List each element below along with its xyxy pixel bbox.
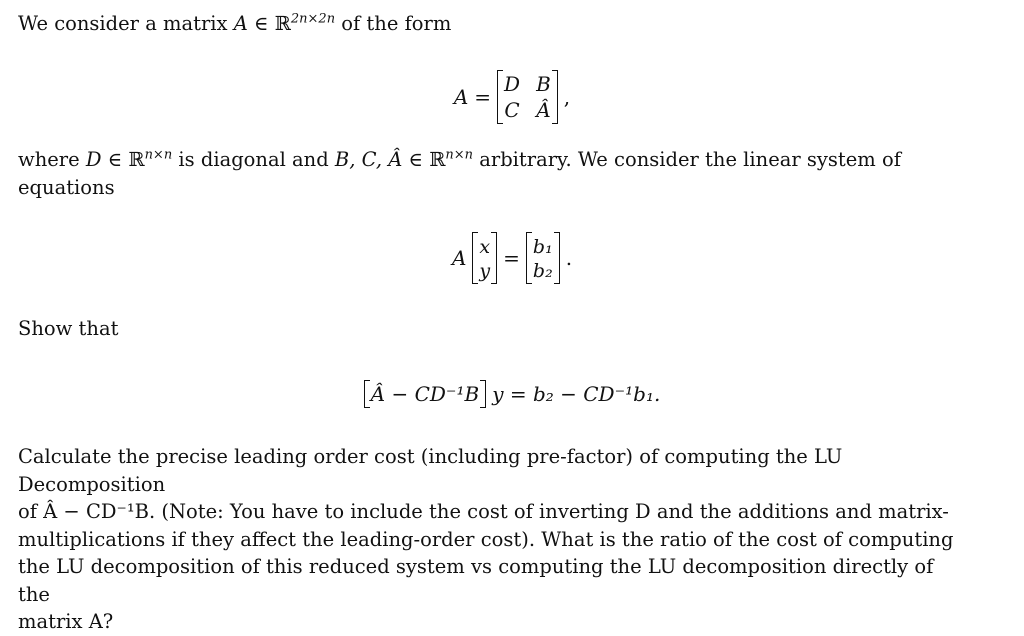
schur-inner: Â − CD⁻¹B xyxy=(370,382,480,406)
show-that xyxy=(18,315,960,343)
matrix-entry-12: B xyxy=(536,72,551,96)
eq2-equals: = xyxy=(503,246,520,270)
where-R: ℝ xyxy=(128,148,145,171)
unknown-vector xyxy=(472,232,497,284)
where-p2: is diagonal and xyxy=(178,148,329,171)
vector-b2: b₂ xyxy=(532,260,553,282)
where-R-2: ℝ xyxy=(429,148,446,171)
where-p1: where xyxy=(18,148,80,171)
where-dim-2: n×n xyxy=(445,147,474,163)
equation-block-matrix xyxy=(0,70,1024,124)
equation-linear-system xyxy=(0,232,1024,284)
intro-reals-symbol: ℝ xyxy=(274,12,291,35)
intro-dimension: 2n×2n xyxy=(290,11,336,27)
question-line-3: multiplications if they affect the leading-order cost). What is the ratio of the cost of computing xyxy=(18,527,954,551)
question-line-2: of Â − CD⁻¹B. (Note: You have to include the cost of inverting D and the additions and matrix- xyxy=(18,500,949,523)
eq2-trailing-period: . xyxy=(565,246,573,270)
question-line-4: the LU decomposition of this reduced system vs computing the LU decomposition directly of the xyxy=(18,555,934,606)
where-vars: B, C, Â xyxy=(334,148,403,171)
intro-text: We consider a matrix xyxy=(18,12,228,35)
where-p4: equations xyxy=(18,175,115,199)
where-p3: arbitrary. We consider the linear system of xyxy=(479,148,901,171)
where-in: ∈ xyxy=(107,148,123,171)
show-text: Show that xyxy=(18,317,119,340)
vector-x: x xyxy=(479,236,491,258)
matrix-entry-21: C xyxy=(504,98,520,122)
vector-y: y xyxy=(479,260,491,282)
matrix-entry-11: D xyxy=(504,72,521,96)
eq2-A: A xyxy=(451,246,467,270)
block-matrix xyxy=(497,70,558,124)
where-dim: n×n xyxy=(144,147,173,163)
intro-line xyxy=(18,10,960,38)
intro-matrix-symbol: A xyxy=(233,12,248,35)
intro-in-symbol: ∈ xyxy=(254,12,269,35)
matrix-entry-22: Â xyxy=(536,98,551,122)
eq1-equals: = xyxy=(474,85,492,109)
intro-tail: of the form xyxy=(341,12,452,35)
equation-schur-complement xyxy=(0,380,1024,408)
where-D: D xyxy=(85,148,102,171)
schur-rhs: y = b₂ − CD⁻¹b₁. xyxy=(492,382,661,406)
question-line-5: matrix A? xyxy=(18,610,114,633)
question-paragraph xyxy=(18,443,960,636)
schur-bracket xyxy=(364,380,487,408)
rhs-vector xyxy=(526,232,560,284)
where-paragraph xyxy=(18,146,960,201)
vector-b1: b₁ xyxy=(532,236,553,258)
where-in-2: ∈ xyxy=(408,148,423,171)
eq1-lhs: A xyxy=(453,85,469,109)
question-line-1: Calculate the precise leading order cost (including pre-factor) of computing the LU Decomposition xyxy=(18,445,843,496)
eq1-trailing-comma: , xyxy=(563,85,571,109)
